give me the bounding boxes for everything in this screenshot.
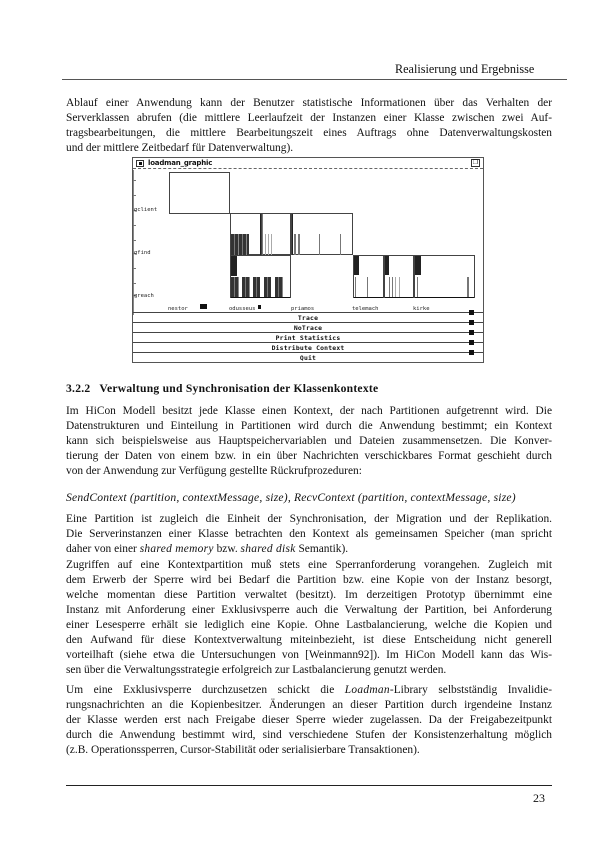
- load-block: [231, 234, 249, 255]
- text-line: durch die Anwendung bestimmt wird, sind verschiedene Stufen der Konsistenzerhaltung möglich: [66, 729, 552, 741]
- text-span: Um eine Exklusivsperre durchzusetzen schickt die: [66, 684, 345, 696]
- load-block: [264, 277, 271, 298]
- axis-tick: [133, 225, 136, 226]
- load-sparkline-odusseus: [258, 305, 261, 309]
- load-sparkline-nestor: [200, 304, 207, 309]
- slider-knob-icon[interactable]: [469, 340, 474, 345]
- text-line: welche momentan diese Partition verwaltet (besitzt). Im derzeitigen Prototyp übernimmt eine: [66, 589, 552, 601]
- slider-knob-icon[interactable]: [469, 330, 474, 335]
- paragraph-2: [66, 512, 552, 557]
- load-bar: [231, 256, 237, 276]
- quit-button[interactable]: [133, 352, 483, 362]
- load-bar: [367, 277, 368, 297]
- text-line: vorteilhaft (siehe etwa die Untersuchungen von [Weinmann92]). Im HiCon Modell kann das Wis-: [66, 649, 552, 661]
- greach-telemach-box-2: [384, 255, 414, 298]
- baseline: [385, 297, 413, 298]
- distribute-context-button[interactable]: [133, 342, 483, 352]
- running-head: Realisierung und Ergebnisse: [395, 62, 535, 76]
- term-loadman: Loadman: [344, 684, 390, 696]
- load-block: [231, 277, 239, 298]
- notrace-button[interactable]: [133, 322, 483, 332]
- distribute-context-button-label: Distribute Context: [271, 344, 345, 352]
- gfind-odusseus-box-2: [261, 213, 291, 255]
- load-bar: [392, 277, 393, 297]
- print-statistics-button-label: Print Statistics: [275, 334, 341, 342]
- gfind-priamos-box: [291, 213, 353, 255]
- load-bar: [355, 277, 356, 297]
- row-label-greach: greach: [134, 293, 154, 299]
- text-line: den Aufwand für diese Kontextverwaltung miteinbezieht, ist diese Entscheidung nicht generell: [66, 634, 552, 646]
- load-bar: [417, 277, 418, 297]
- text-line: dem Erwerb der Sperre wird bei Bedarf die Partition bzw. eine Kopie von der Instanz besorgt,: [66, 574, 552, 586]
- print-statistics-button[interactable]: [133, 332, 483, 342]
- section-heading: [66, 381, 378, 396]
- window-titlebar: [133, 158, 483, 169]
- load-canvas: [133, 170, 483, 310]
- text-line: tragsbearbeitungen, die mittlere Bearbeitungszeit eines Auftrags ohne Datenverwaltungskosten: [66, 127, 552, 139]
- text-line: (z.B. Operationssperren, Cursor-Stabilität oder serialisierbare Transaktionen).: [66, 744, 420, 756]
- text-line: der Klasse werden erst nach Freigabe dieser Sperre wieder zugelassen. Da der Freigabezeitpunkt: [66, 714, 552, 726]
- load-bar: [385, 256, 389, 275]
- greach-odusseus-box: [230, 255, 291, 298]
- text-line: tierung der Daten von einem bzw. in ein über Nachrichten verschickbares Format geschieht durch: [66, 450, 552, 462]
- load-bar: [292, 214, 293, 255]
- load-bar: [395, 277, 396, 297]
- row-label-gfind: gfind: [134, 250, 151, 256]
- load-bar: [319, 234, 320, 255]
- text-span: -Library selbstständig Invalidie-: [389, 684, 552, 696]
- text-line: Eine Partition ist zugleich die Einheit der Synchronisation, der Migration und der Replikation.: [66, 513, 552, 525]
- load-block: [253, 277, 260, 298]
- load-bar: [262, 214, 263, 255]
- paragraph-3: [66, 558, 552, 678]
- host-label-telemach: telemach: [352, 306, 379, 312]
- window-menu-icon[interactable]: [136, 160, 144, 167]
- paragraph-4: [66, 683, 552, 758]
- slider-knob-icon[interactable]: [469, 310, 474, 315]
- intro-paragraph: [66, 96, 552, 156]
- load-bar: [271, 234, 272, 255]
- host-label-odusseus: odusseus: [229, 306, 256, 312]
- window-title: loadman_graphic: [148, 159, 213, 167]
- load-bar: [389, 277, 390, 297]
- load-bar: [340, 234, 341, 255]
- axis-tick: [133, 180, 136, 181]
- slider-knob-icon[interactable]: [469, 350, 474, 355]
- text-line: Serverklassen abrufen (die mittlere Leerlaufzeit der Instanzen einer Klasse zwischen zwei Auf-: [66, 112, 552, 124]
- text-line: Instanz mit Anforderung einer Exklusivsperre auch die Verwaltung der Partition, bei Anforderung: [66, 604, 552, 616]
- row-label-gclient: gclient: [134, 207, 158, 213]
- quit-button-label: Quit: [299, 354, 317, 362]
- text-span: Semantik).: [295, 543, 349, 555]
- window-resize-icon[interactable]: ❐: [472, 159, 479, 166]
- greach-telemach-box-1: [353, 255, 384, 298]
- text-line: einer Lesesperre erhält sie lediglich eine Kopie. Ohne Lastbalancierung, welche die Kopien und: [66, 619, 552, 631]
- notrace-button-label: NoTrace: [293, 324, 323, 332]
- text-line: [66, 542, 552, 557]
- header-rule: [62, 79, 567, 80]
- text-line: Zugriffen auf eine Kontextpartition muß stets eine Sperranforderung vorangehen. Zugleich mit: [66, 559, 552, 571]
- text-line: Ablauf einer Anwendung kann der Benutzer statistische Informationen über das Verhalten der: [66, 97, 552, 109]
- text-line: rungsnachrichten an die Kopienbesitzer. Änderungen an dieser Partition durch irgendeine Instanz: [66, 699, 552, 711]
- axis-tick: [133, 240, 136, 241]
- text-line: [66, 683, 552, 698]
- text-line: von der Anwendung zur Verfügung gestellte Rückrufprozeduren:: [66, 465, 362, 477]
- term-shared-disk: shared disk: [240, 543, 296, 555]
- section-number: 3.2.2: [66, 382, 91, 395]
- load-block: [275, 277, 283, 298]
- host-label-nestor: nestor: [168, 306, 188, 312]
- text-line: Die Serverinstanzen einer Klasse betrachten den Kontext als gemeinsamen Speicher (man spricht: [66, 528, 552, 540]
- text-line: sen über die Verwaltungsstrategie erfolgreich zur Lastbalancierung genutzt werden.: [66, 664, 447, 676]
- gfind-odusseus-box-1: [230, 213, 261, 255]
- load-bar: [294, 234, 296, 255]
- load-block: [242, 277, 250, 298]
- load-bar: [399, 277, 400, 297]
- gclient-nestor-box: [169, 172, 230, 214]
- text-line: Datenstrukturen und Einteilung in Partitionen wird durch die Anwendung bestimmt; ein Kontext: [66, 420, 552, 432]
- load-bar: [298, 234, 300, 255]
- baseline: [354, 297, 383, 298]
- term-shared-memory: shared memory: [139, 543, 214, 555]
- load-bar: [415, 256, 421, 275]
- load-bar: [265, 234, 266, 255]
- host-label-priamos: priamos: [291, 306, 315, 312]
- text-line: Im HiCon Modell besitzt jede Klasse einen Kontext, der nach Partitionen aufgetrennt wird. Die: [66, 405, 552, 417]
- paragraph-1: [66, 404, 552, 479]
- baseline: [231, 297, 290, 298]
- slider-knob-icon[interactable]: [469, 320, 474, 325]
- trace-button-label: Trace: [297, 314, 319, 322]
- axis-tick: [133, 195, 136, 196]
- axis-tick: [133, 268, 136, 269]
- load-bar: [467, 277, 469, 297]
- axis-tick: [133, 283, 136, 284]
- footer-rule: [66, 785, 552, 786]
- page-number: 23: [533, 791, 545, 805]
- text-line: kann sich beispielsweise aus Hauptspeichervariablen und Dateien zusammensetzen. Die Konver-: [66, 435, 552, 447]
- greach-kirke-box: [414, 255, 475, 298]
- section-title: Verwaltung und Synchronisation der Klassenkontexte: [99, 382, 379, 395]
- trace-button[interactable]: [133, 312, 483, 322]
- load-bar: [354, 256, 359, 275]
- load-bar: [268, 234, 269, 255]
- host-label-kirke: kirke: [413, 306, 430, 312]
- baseline: [415, 297, 474, 298]
- callback-prototypes: SendContext (partition, contextMessage, size), RecvContext (partition, contextMessage, size): [66, 491, 516, 504]
- text-span: daher von einer: [66, 543, 140, 555]
- loadman-graphic-window: [132, 157, 484, 363]
- text-span: bzw.: [213, 543, 241, 555]
- text-line: und der mittlere Zeitbedarf für Datenverwaltung).: [66, 142, 294, 154]
